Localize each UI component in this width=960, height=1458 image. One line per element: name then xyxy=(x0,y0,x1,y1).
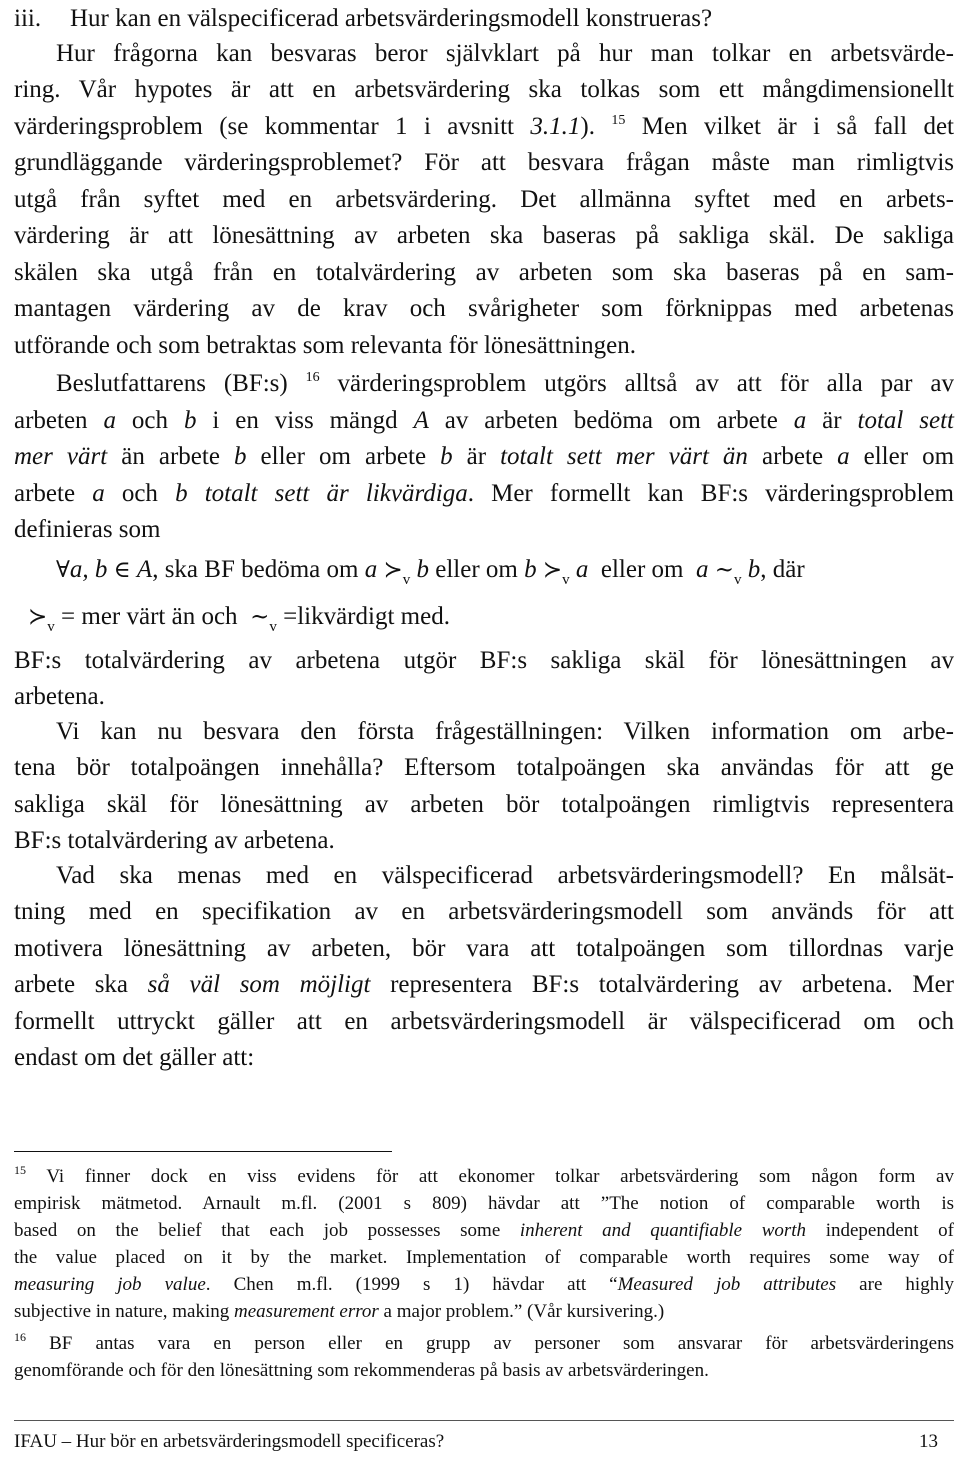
para1-line: ring. Vår hypotes är att en arbetsvärdering ska tolkas som ett mångdimensionellt xyxy=(14,76,954,103)
para5-line: endast om det gäller att: xyxy=(14,1044,255,1071)
para1-line: värderingsproblem (se kommentar 1 i avsnitt 3.1.1). $^{15}$ Men vilket är i så fall det xyxy=(14,113,954,140)
para5-line: Vad ska menas med en välspecificerad arbetsvärderingsmodell? En målsät- xyxy=(56,862,954,889)
formula-line: ∀a, b ∈ A, ska BF bedöma om a $≻_v$ b eller om b $≻_v$ a eller om a $\sim_v$ b, där xyxy=(56,556,805,588)
footnote-line: empirisk mätmetod. Arnault m.fl. (2001 s 809) hävdar att ”The notion of comparable worth is xyxy=(14,1193,954,1214)
para1-line: värdering är att lönesättning av arbeten ska baseras på sakliga skäl. De sakliga xyxy=(14,222,954,249)
para2-line: mer värt än arbete b eller om arbete b är totalt sett mer värt än arbete a eller om xyxy=(14,443,955,470)
footnote-ref-15[interactable]: 15 xyxy=(611,113,626,128)
para4-line: Vi kan nu besvara den första frågeställningen: Vilken information om arbe- xyxy=(56,718,954,745)
para3-line: BF:s totalvärdering av arbetena utgör BF:s sakliga skäl för lönesättningen av xyxy=(14,647,954,674)
footnote-mark: 16 xyxy=(14,1330,26,1344)
footnote-line: subjective in nature, making measurement error a major problem.” (Vår kursivering.) xyxy=(14,1301,665,1322)
footer-separator xyxy=(14,1420,954,1421)
heading-number: iii. xyxy=(14,5,42,32)
para5-line: motivera lönesättning av arbeten, bör vara att totalpoängen som tillordnas varje xyxy=(14,935,954,962)
para2-line: Beslutfattarens (BF:s) $^{16}$ värderingsproblem utgörs alltså av att för alla par av xyxy=(56,370,954,397)
para2-line: arbeten a och b i en viss mängd A av arbeten bedöma om arbete a är total sett xyxy=(14,407,954,434)
footnote-mark: 15 xyxy=(14,1163,26,1177)
footnote-line: measuring job value. Chen m.fl. (1999 s 1) hävdar att “Measured job attributes are highly xyxy=(14,1274,954,1295)
forall-symbol: ∀ xyxy=(56,557,70,583)
para4-line: sakliga skäl för lönesättning av arbeten bör totalpoängen rimligtvis representera xyxy=(14,791,954,818)
footnote-line: the value placed on it by the market. Implementation of comparable worth requires some way of xyxy=(14,1247,954,1268)
heading-text: Hur kan en välspecificerad arbetsvärderingsmodell konstrueras? xyxy=(70,5,713,32)
para3-line: arbetena. xyxy=(14,683,105,710)
footer-title: IFAU – Hur bör en arbetsvärderingsmodell specificeras? xyxy=(14,1431,445,1452)
section-heading xyxy=(14,2,954,36)
para1-line: mantagen värdering av de krav och svårigheter som förknippas med arbetenas xyxy=(14,295,954,322)
para4-line: BF:s totalvärdering av arbetena. xyxy=(14,827,335,854)
para5-line: arbete ska så väl som möjligt representera BF:s totalvärdering av arbetena. Mer xyxy=(14,971,954,998)
para1-line: Hur frågorna kan besvaras beror självklart på hur man tolkar en arbetsvärde- xyxy=(56,40,954,67)
footnote-ref-16[interactable]: 16 xyxy=(305,370,320,385)
footnote-16: $^{16}$ BF antas vara en person eller en grupp av personer som ansvarar för arbetsvärderingens xyxy=(14,1330,954,1354)
footnote-line: based on the belief that each job possesses some inherent and quantifiable worth independent of xyxy=(14,1220,955,1241)
footnote-15: $^{15}$ Vi finner dock en viss evidens för att ekonomer tolkar arbetsvärdering som någon form av xyxy=(14,1163,954,1187)
para1-line: grundläggande värderingsproblemet? För att besvara frågan måste man rimligtvis xyxy=(14,149,954,176)
para2-line: arbete a och b totalt sett är likvärdiga. Mer formellt kan BF:s värderingsproblem xyxy=(14,480,954,507)
page-footer xyxy=(14,1430,954,1454)
para1-line: skälen ska utgå från en totalvärdering av arbeten som ska baseras på en sam- xyxy=(14,259,954,286)
footnote-line: genomförande och för den lönesättning som rekommenderas på basis av arbetsvärderingen. xyxy=(14,1360,709,1381)
page-number: 13 xyxy=(919,1431,938,1452)
para5-line: formellt uttryckt gäller att en arbetsvärderingsmodell är välspecificerad om och xyxy=(14,1008,954,1035)
para1-line: utgå från syftet med en arbetsvärdering. Det allmänna syftet med en arbets- xyxy=(14,186,954,213)
para1-line: utförande och som betraktas som relevanta för lönesättningen. xyxy=(14,332,637,359)
para2-line: definieras som xyxy=(14,516,161,543)
para5-line: tning med en specifikation av en arbetsvärderingsmodell som används för att xyxy=(14,898,954,925)
footnote-separator xyxy=(14,1151,392,1152)
formula-definition-line: $≻_v$ = mer värt än och $\sim_v$ =likvärdigt med. xyxy=(28,603,450,635)
para4-line: tena bör totalpoängen innehålla? Eftersom totalpoängen ska användas för att ge xyxy=(14,754,954,781)
